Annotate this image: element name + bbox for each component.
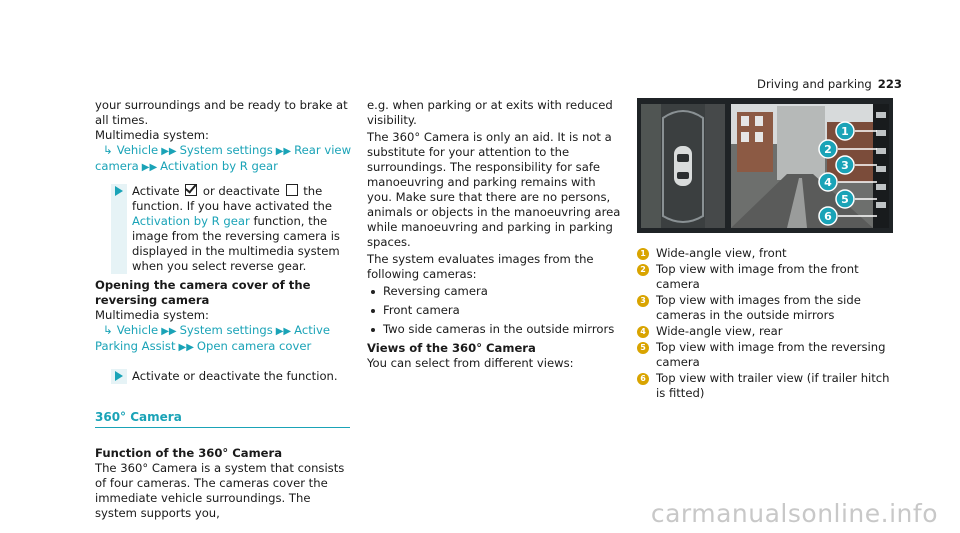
menu-path-rear-view <box>95 143 355 175</box>
svg-text:1: 1 <box>841 125 849 138</box>
watermark: carmanualsonline.info <box>650 499 938 528</box>
svg-text:4: 4 <box>824 176 832 189</box>
checkbox-empty-icon <box>286 184 298 196</box>
paragraph: You can select from different views: <box>367 356 574 370</box>
chapter-title: Driving and parking <box>757 77 872 91</box>
instruction-step <box>95 184 355 274</box>
svg-text:5: 5 <box>841 193 849 206</box>
view-icon <box>876 130 886 136</box>
paragraph: The 360° Camera is a system that consists of four cameras. The cameras cover the immediate vehicle surroundings. The system supports you, <box>95 461 345 520</box>
legend-number-badge: 3 <box>637 295 649 307</box>
step-text: Activate or deactivate the function. <box>132 369 338 383</box>
step-bar <box>111 184 127 274</box>
menu-item-rear-view-camera[interactable]: Rear view camera <box>95 143 352 173</box>
menu-item-open-camera-cover[interactable]: Open camera cover <box>196 339 312 353</box>
legend-item <box>637 246 902 261</box>
svg-text:3: 3 <box>841 159 849 172</box>
menu-arrow-icon: ↳ <box>103 323 113 337</box>
paragraph: Multimedia system: <box>95 308 209 322</box>
paragraph: The system evaluates images from the following cameras: <box>367 252 594 281</box>
view-icon <box>876 166 886 172</box>
menu-path-camera-cover <box>95 323 355 355</box>
step-text <box>95 184 355 274</box>
car-icon <box>674 146 692 186</box>
legend-number-badge: 5 <box>637 342 649 354</box>
camera-view-figure <box>637 98 893 233</box>
chevron-right-icon: ▶▶ <box>161 146 177 157</box>
paragraph: your surroundings and be ready to brake at all times. <box>95 98 348 127</box>
subheading: Function of the 360° Camera <box>95 446 283 460</box>
paragraph: Multimedia system: <box>95 128 209 142</box>
menu-item-vehicle[interactable]: Vehicle <box>116 143 159 157</box>
list-item: Reversing camera <box>367 284 622 299</box>
legend-text: Top view with image from the reversing camera <box>656 340 886 369</box>
text: If you have activated the <box>186 199 333 213</box>
view-icon <box>876 184 886 190</box>
page-header <box>757 77 902 92</box>
view-icon <box>876 202 886 208</box>
text: Activate <box>132 184 180 198</box>
chevron-right-icon: ▶▶ <box>141 162 158 173</box>
legend-number-badge: 1 <box>637 248 649 260</box>
text: the function. <box>132 184 323 213</box>
legend-number-badge: 2 <box>637 264 649 276</box>
menu-arrow-icon: ↳ <box>103 143 113 157</box>
paragraph: e.g. when parking or at exits with reduced visibility. <box>367 98 613 127</box>
menu-item-activation-by-r-gear[interactable]: Activation by R gear <box>160 159 278 173</box>
svg-text:2: 2 <box>824 143 832 156</box>
text: function, the image from the reversing camera is displayed in the multimedia system when you select reverse gear. <box>132 214 340 273</box>
legend-item <box>637 340 902 370</box>
menu-item-active-parking-assist[interactable]: Active Parking Assist <box>95 323 330 353</box>
view-icon <box>876 112 886 118</box>
paragraph: The 360° Camera is only an aid. It is not a substitute for your attention to the surroundings. The responsibility for safe manoeuvring and parking remains with you. Make sure that there are no persons, animals or objects in the manoeuvring area while manoeuvring and parking in parking spaces. <box>367 130 621 249</box>
checkbox-checked-icon <box>185 184 197 196</box>
subheading: Opening the camera cover of the reversing camera <box>95 278 311 307</box>
legend-item <box>637 262 902 292</box>
menu-item-vehicle[interactable]: Vehicle <box>116 323 159 337</box>
legend-text: Top view with image from the front camera <box>656 262 859 291</box>
column-2 <box>367 98 622 371</box>
legend-text: Wide-angle view, rear <box>656 324 783 338</box>
step-arrow-icon <box>115 371 123 381</box>
view-icon <box>876 148 886 154</box>
legend-item <box>637 324 902 339</box>
legend-number-badge: 6 <box>637 373 649 385</box>
legend-number-badge: 4 <box>637 326 649 338</box>
legend-text: Top view with trailer view (if trailer hitch is fitted) <box>656 371 890 400</box>
figure-legend <box>637 246 902 402</box>
chevron-right-icon: ▶▶ <box>161 326 177 337</box>
column-1 <box>95 98 355 521</box>
chevron-right-icon: ▶▶ <box>275 146 292 157</box>
legend-item <box>637 371 902 401</box>
link-activation-by-r-gear[interactable]: Activation by R gear <box>132 214 250 228</box>
menu-item-system-settings[interactable]: System settings <box>179 323 273 337</box>
svg-text:6: 6 <box>824 210 832 223</box>
legend-item <box>637 293 902 323</box>
instruction-step <box>95 369 355 384</box>
chevron-right-icon: ▶▶ <box>275 326 292 337</box>
page-number: 223 <box>877 77 902 91</box>
step-arrow-icon <box>115 186 123 196</box>
text: or deactivate <box>202 184 280 198</box>
chevron-right-icon: ▶▶ <box>178 342 194 353</box>
list-item: Front camera <box>367 303 622 318</box>
section-heading: 360° Camera <box>95 410 350 428</box>
menu-item-system-settings[interactable]: System settings <box>179 143 273 157</box>
legend-text: Wide-angle view, front <box>656 246 787 260</box>
list-item: Two side cameras in the outside mirrors <box>367 322 622 337</box>
subheading: Views of the 360° Camera <box>367 341 536 355</box>
legend-text: Top view with images from the side cameras in the outside mirrors <box>656 293 861 322</box>
